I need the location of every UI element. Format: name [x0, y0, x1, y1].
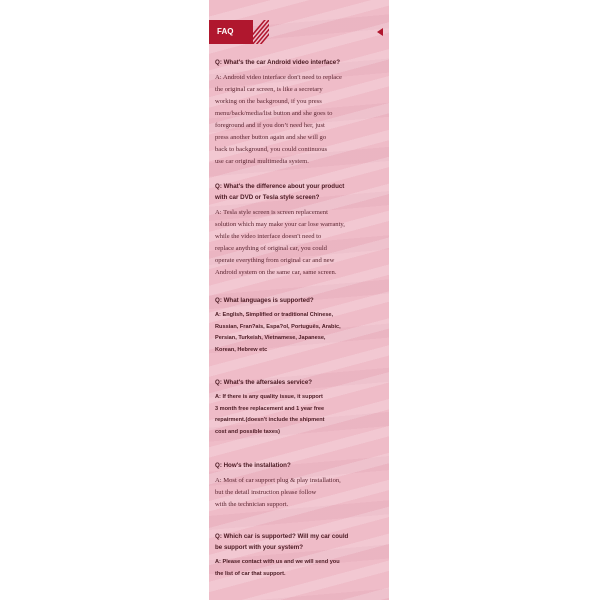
faq-question: Q: How's the installation? [215, 462, 291, 469]
faq-question: Q: What's the aftersales service? [215, 379, 313, 386]
faq-item [215, 460, 385, 511]
faq-question: Q: What languages is supported? [215, 297, 314, 304]
faq-answer: A: If there is any quality issue, it support 3 month free replacement and 1 year free repairment.(doesn't include the shipment cost and possible taxes) [215, 394, 325, 435]
faq-question: Q: Which car is supported? Will my car could be support with your system? [215, 533, 349, 551]
faq-answer: A: Android video interface don't need to replace the original car screen, is like a secretary working on the background, if you press menu/back/media/list button and she goes to foreground and if you don’t need her, just press another button again and she will go back to background, you could continuous use car original multimedia system. [215, 74, 342, 165]
faq-question: Q: What's the difference about your product with car DVD or Tesla style screen? [215, 183, 345, 201]
triangle-left-icon [377, 28, 383, 36]
faq-item [215, 295, 385, 356]
faq-answer: A: Most of car support plug & play installation, but the detail instruction please follow with the technician support. [215, 477, 341, 508]
faq-title: FAQ [209, 20, 253, 44]
faq-panel [209, 0, 389, 600]
stripes-decoration [249, 20, 269, 44]
faq-answer: A: Tesla style screen is screen replacement solution which may make your car lose warranty, while the video interface doesn't need to replace anything of original car, you could operate everything from original car and new Android system on the same car, same screen. [215, 209, 345, 276]
faq-item [215, 377, 385, 438]
faq-answer: A: Please contact with us and we will send you the list of car that support. [215, 559, 340, 577]
faq-item [215, 57, 385, 168]
faq-answer: A: English, Simplified or traditional Chinese, Russian, Fran?ais, Espa?ol, Português, Arabic, Persian, Turkeish, Vietnamese, Japanese, Korean, Hebrew etc [215, 312, 341, 353]
faq-header [209, 20, 389, 44]
faq-item [215, 531, 385, 580]
faq-question: Q: What's the car Android video interface? [215, 59, 341, 66]
faq-item [215, 181, 385, 279]
